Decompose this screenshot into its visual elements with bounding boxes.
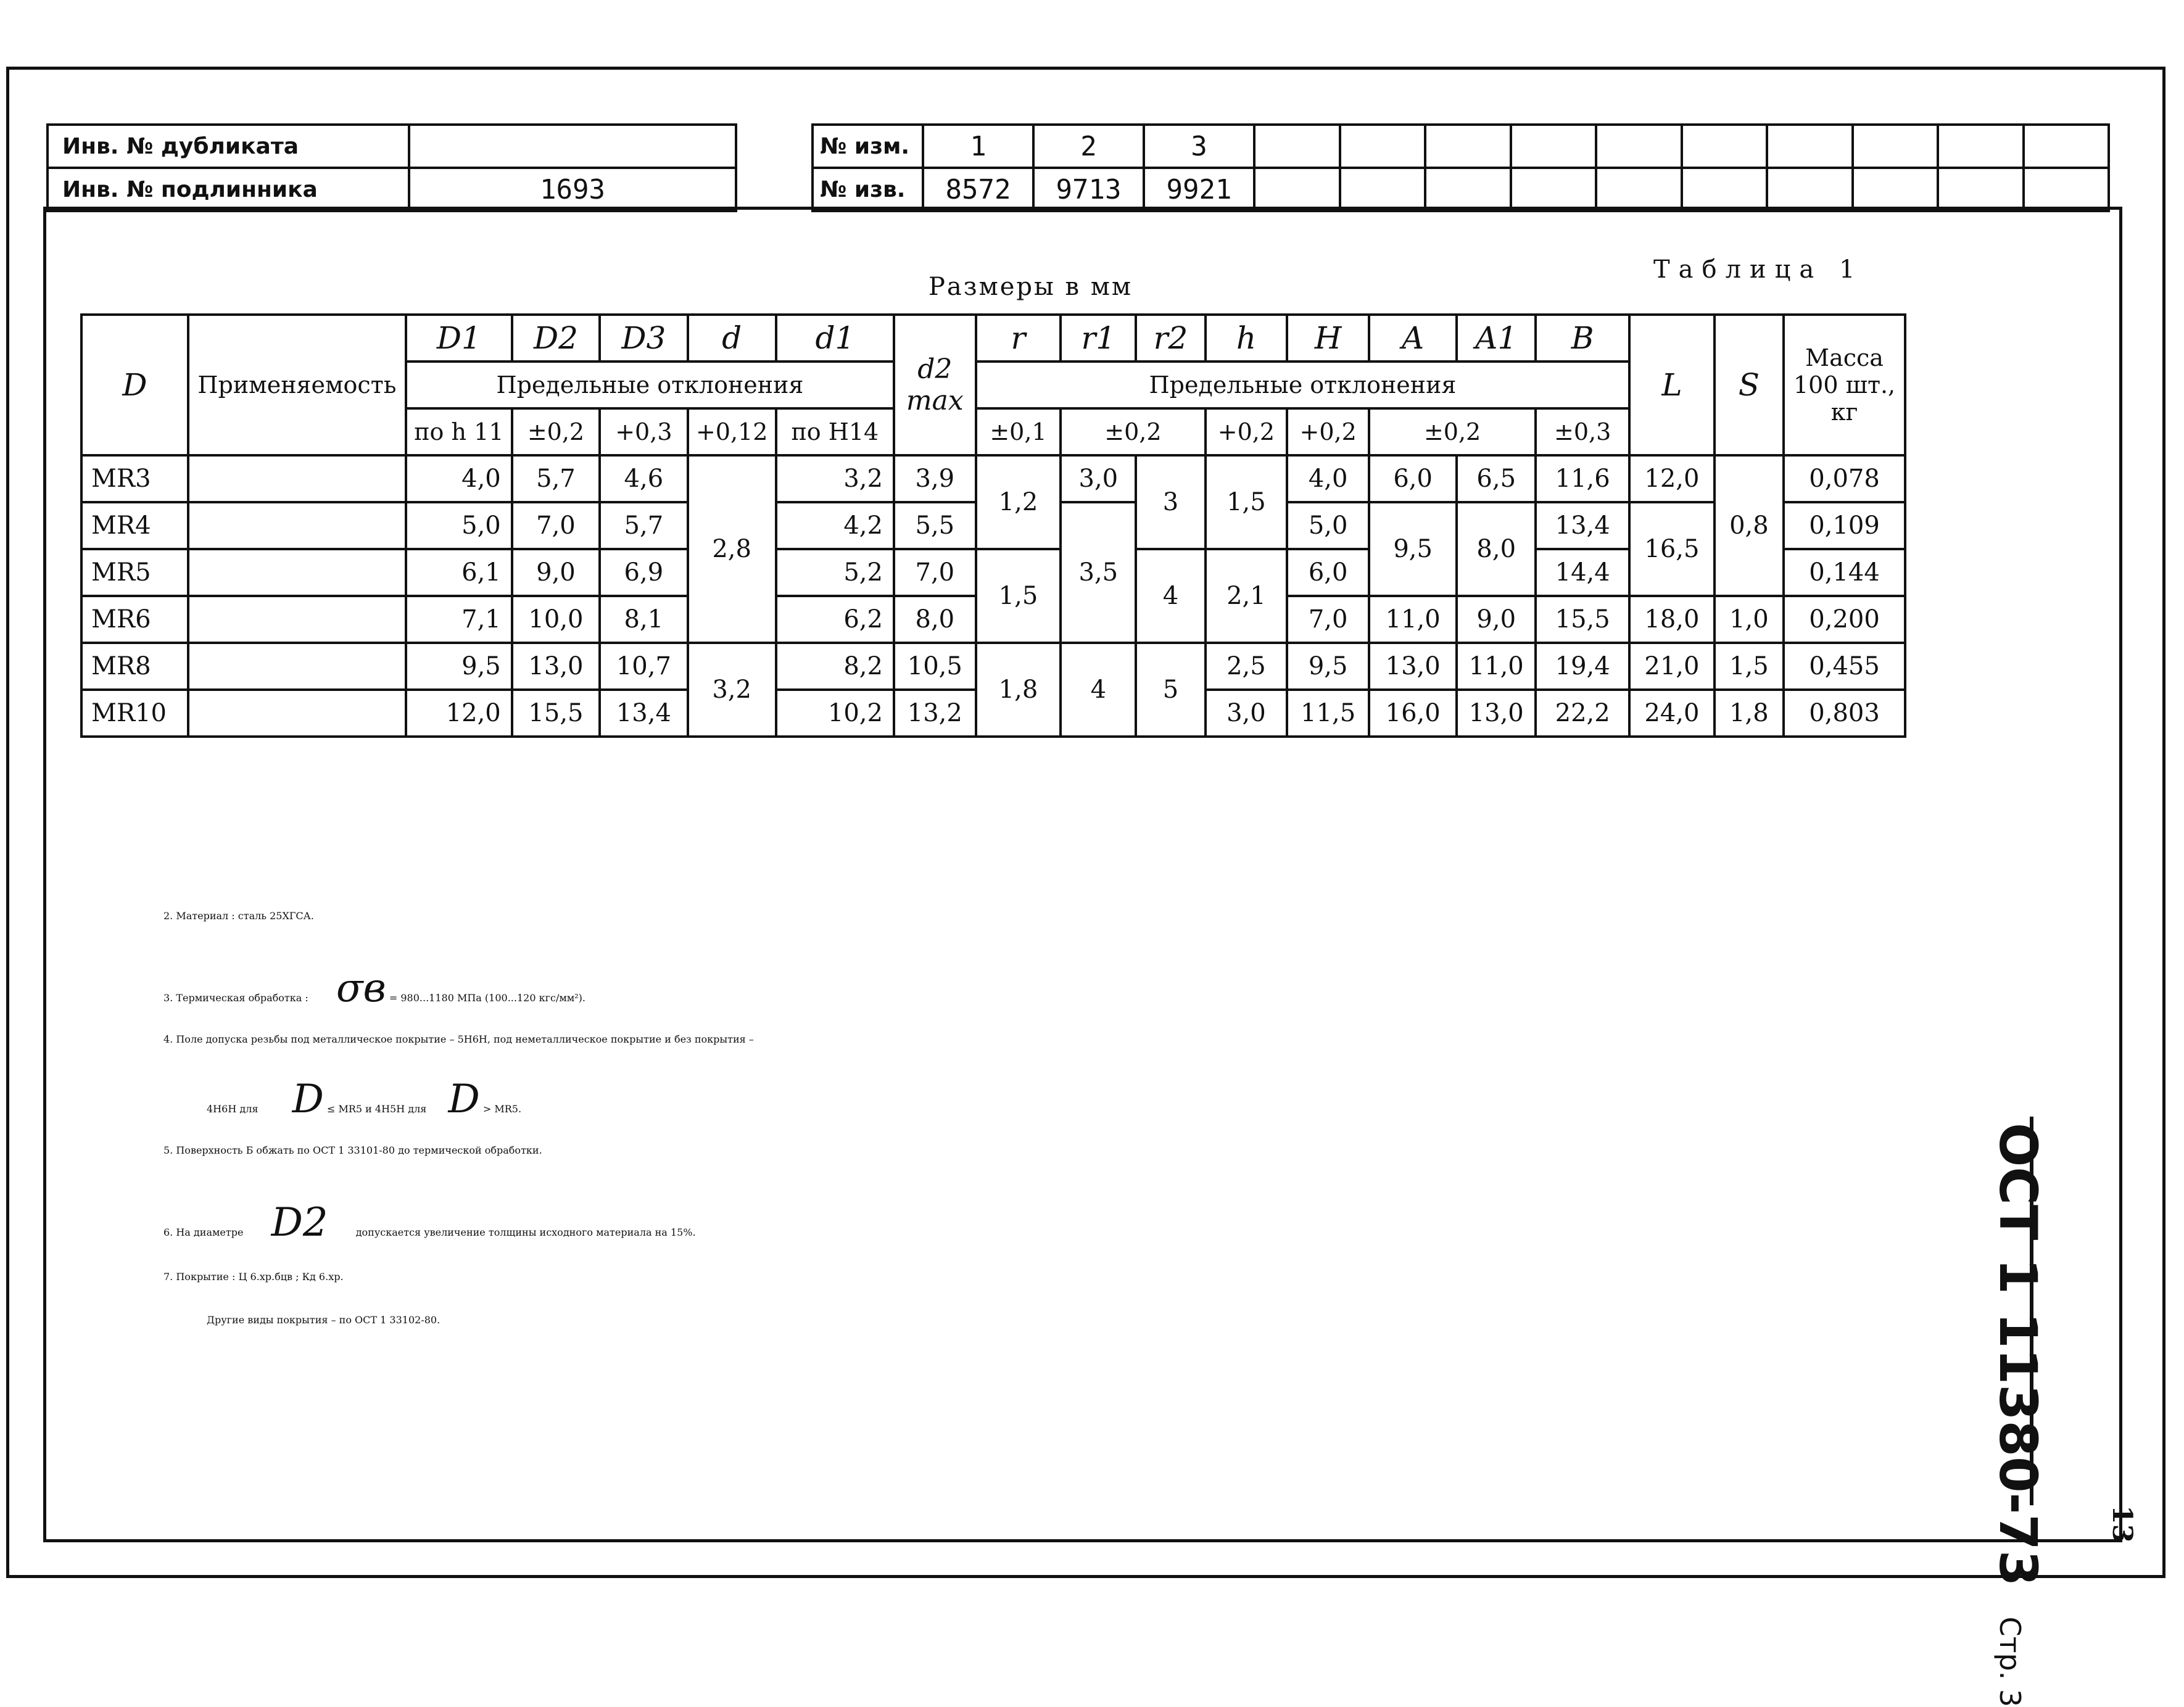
note-2: 2. Материал : сталь 25ХГСА. [163, 910, 314, 922]
change-no-label: № изм. [813, 125, 923, 168]
cell-H: 4,0 [1287, 455, 1369, 502]
cell-mass: 0,109 [1784, 502, 1905, 549]
cell-D3: 5,7 [600, 502, 687, 549]
empty-cell [2024, 125, 2109, 168]
cell-A1: 6,5 [1457, 455, 1536, 502]
cell-B: 13,4 [1536, 502, 1629, 549]
cell-A: 9,5 [1369, 502, 1457, 596]
cell-usage [188, 455, 406, 502]
cell-d1: 3,2 [776, 455, 894, 502]
cell-d: 3,2 [688, 643, 776, 737]
tol-A-A1: ±0,2 [1369, 408, 1536, 455]
cell-d2: 13,2 [894, 690, 976, 737]
note-7: 7. Покрытие : Ц 6.хр.бцв ; Кд 6.хр. [163, 1271, 344, 1283]
empty-cell [1682, 125, 1768, 168]
cell-L: 16,5 [1629, 502, 1714, 596]
cell-r: 1,5 [976, 549, 1061, 643]
empty-cell [1853, 125, 1938, 168]
cell-usage [188, 690, 406, 737]
empty-cell [1511, 168, 1597, 211]
tol-D3: +0,3 [600, 408, 687, 455]
cell-usage [188, 549, 406, 596]
cell-d2: 10,5 [894, 643, 976, 690]
cell-d2: 3,9 [894, 455, 976, 502]
header-H: H [1287, 315, 1369, 362]
header-r1: r1 [1061, 315, 1136, 362]
empty-cell [1938, 125, 2024, 168]
D-symbol: D [448, 1077, 480, 1122]
cell-d2: 7,0 [894, 549, 976, 596]
cell-B: 22,2 [1536, 690, 1629, 737]
empty-cell [1340, 125, 1426, 168]
cell-d1: 10,2 [776, 690, 894, 737]
notice-2: 9713 [1033, 168, 1144, 211]
tol-r1-r2: ±0,2 [1061, 408, 1205, 455]
stamp-left [46, 123, 737, 212]
cell-D: MR4 [81, 502, 188, 549]
cell-D1: 6,1 [406, 549, 512, 596]
dimensions-table [80, 313, 1906, 738]
cell-B: 15,5 [1536, 596, 1629, 643]
tol-h: +0,2 [1206, 408, 1288, 455]
cell-D2: 9,0 [512, 549, 600, 596]
cell-D1: 5,0 [406, 502, 512, 549]
note-3 [163, 965, 585, 1011]
cell-D2: 5,7 [512, 455, 600, 502]
page-label: Стр. 3 [1993, 1616, 2027, 1707]
cell-d1: 6,2 [776, 596, 894, 643]
empty-cell [1938, 168, 2024, 211]
change-3: 3 [1144, 125, 1254, 168]
cell-usage [188, 502, 406, 549]
cell-L: 18,0 [1629, 596, 1714, 643]
cell-mass: 0,200 [1784, 596, 1905, 643]
empty-cell [1254, 168, 1340, 211]
note-6 [163, 1200, 696, 1246]
cell-S: 1,5 [1715, 643, 1784, 690]
empty-cell [2024, 168, 2109, 211]
empty-cell [1340, 168, 1426, 211]
cell-h: 2,5 [1206, 643, 1288, 690]
document-code [1988, 1123, 2048, 1707]
change-1: 1 [923, 125, 1033, 168]
cell-A1: 13,0 [1457, 690, 1536, 737]
note-4-text-c: > MR5. [482, 1103, 522, 1115]
cell-A: 11,0 [1369, 596, 1457, 643]
cell-A: 6,0 [1369, 455, 1457, 502]
header-h: h [1206, 315, 1288, 362]
cell-D: MR3 [81, 455, 188, 502]
cell-r: 1,2 [976, 455, 1061, 549]
cell-H: 6,0 [1287, 549, 1369, 596]
cell-r: 1,8 [976, 643, 1061, 737]
cell-L: 21,0 [1629, 643, 1714, 690]
cell-B: 14,4 [1536, 549, 1629, 596]
cell-D: MR8 [81, 643, 188, 690]
note-3-value: = 980...1180 МПа (100...120 кгс/мм²). [389, 992, 585, 1004]
header-L: L [1629, 315, 1714, 455]
tol-r: ±0,1 [976, 408, 1061, 455]
table-title: Размеры в мм [929, 273, 1133, 301]
cell-A: 13,0 [1369, 643, 1457, 690]
cell-d1: 5,2 [776, 549, 894, 596]
empty-cell [1682, 168, 1768, 211]
header-D3: D3 [600, 315, 687, 362]
note-6-text-b: допускается увеличение толщины исходного материала на 15%. [355, 1226, 696, 1238]
cell-r2: 5 [1136, 643, 1205, 737]
header-d2-max: d2 max [894, 315, 976, 455]
cell-S: 1,0 [1715, 596, 1784, 643]
cell-D2: 15,5 [512, 690, 600, 737]
note-4-line2 [207, 1077, 521, 1122]
cell-D1: 4,0 [406, 455, 512, 502]
notice-3: 9921 [1144, 168, 1254, 211]
header-A1: A1 [1457, 315, 1536, 362]
cell-D: MR10 [81, 690, 188, 737]
cell-D: MR6 [81, 596, 188, 643]
cell-D2: 7,0 [512, 502, 600, 549]
cell-A: 16,0 [1369, 690, 1457, 737]
cell-D2: 10,0 [512, 596, 600, 643]
cell-D3: 10,7 [600, 643, 687, 690]
duplicate-inv-value [409, 125, 736, 168]
cell-L: 24,0 [1629, 690, 1714, 737]
cell-D3: 4,6 [600, 455, 687, 502]
cell-d1: 4,2 [776, 502, 894, 549]
document-code-text: ОСТ 1 11380-73 [1988, 1123, 2048, 1587]
cell-S: 1,8 [1715, 690, 1784, 737]
cell-mass: 0,803 [1784, 690, 1905, 737]
cell-d1: 8,2 [776, 643, 894, 690]
empty-cell [1425, 168, 1511, 211]
cell-d: 2,8 [688, 455, 776, 643]
empty-cell [1853, 168, 1938, 211]
cell-D3: 6,9 [600, 549, 687, 596]
header-d: d [688, 315, 776, 362]
cell-d2: 8,0 [894, 596, 976, 643]
tol-d1: по Н14 [776, 408, 894, 455]
empty-cell [1767, 168, 1853, 211]
note-4-text-a: 4Н6Н для [207, 1103, 259, 1115]
cell-h: 3,0 [1206, 690, 1288, 737]
header-D1: D1 [406, 315, 512, 362]
note-4-text-b: ≤ MR5 и 4Н5Н для [326, 1103, 427, 1115]
stamp-right [811, 123, 2110, 212]
table-row [81, 643, 1905, 690]
header-mass: Масса 100 шт., кг [1784, 315, 1905, 455]
cell-A1: 11,0 [1457, 643, 1536, 690]
note-4-line1: 4. Поле допуска резьбы под металлическое покрытие – 5Н6Н, под неметаллическое покрытие и без покрытия – [163, 1033, 754, 1045]
header-B: B [1536, 315, 1629, 362]
header-d1: d1 [776, 315, 894, 362]
table-row [81, 455, 1905, 502]
header-D2: D2 [512, 315, 600, 362]
cell-B: 11,6 [1536, 455, 1629, 502]
table-number: Таблица 1 [1653, 255, 1864, 284]
cell-r2: 4 [1136, 549, 1205, 643]
D-symbol: D [292, 1077, 324, 1122]
note-6-text-a: 6. На диаметре [163, 1226, 244, 1238]
cell-D3: 13,4 [600, 690, 687, 737]
cell-D1: 12,0 [406, 690, 512, 737]
note-5: 5. Поверхность Б обжать по ОСТ 1 33101-80 до термической обработки. [163, 1144, 542, 1156]
header-r: r [976, 315, 1061, 362]
change-2: 2 [1033, 125, 1144, 168]
cell-S: 0,8 [1715, 455, 1784, 596]
sheet-number: 13 [2106, 1505, 2138, 1544]
cell-D3: 8,1 [600, 596, 687, 643]
header-r2: r2 [1136, 315, 1205, 362]
cell-H: 7,0 [1287, 596, 1369, 643]
note-7-line2: Другие виды покрытия – по ОСТ 1 33102-80. [207, 1314, 441, 1326]
tolerance-header-right: Предельные отклонения [976, 362, 1630, 408]
notice-1: 8572 [923, 168, 1033, 211]
cell-h: 2,1 [1206, 549, 1288, 643]
cell-L: 12,0 [1629, 455, 1714, 502]
cell-h: 1,5 [1206, 455, 1288, 549]
cell-B: 19,4 [1536, 643, 1629, 690]
cell-r1: 3,5 [1061, 502, 1136, 643]
cell-r2: 3 [1136, 455, 1205, 549]
empty-cell [1596, 125, 1682, 168]
empty-cell [1511, 125, 1597, 168]
tol-D1: по h 11 [406, 408, 512, 455]
cell-r1: 3,0 [1061, 455, 1136, 502]
empty-cell [1425, 125, 1511, 168]
sigma-symbol: σв [336, 965, 386, 1011]
cell-A1: 9,0 [1457, 596, 1536, 643]
tol-H: +0,2 [1287, 408, 1369, 455]
cell-mass: 0,078 [1784, 455, 1905, 502]
cell-H: 11,5 [1287, 690, 1369, 737]
cell-D2: 13,0 [512, 643, 600, 690]
tol-D2: ±0,2 [512, 408, 600, 455]
original-inv-value: 1693 [409, 168, 736, 211]
cell-usage [188, 596, 406, 643]
empty-cell [1767, 125, 1853, 168]
D2-symbol: D2 [271, 1200, 328, 1246]
cell-A1: 8,0 [1457, 502, 1536, 596]
header-D: D [81, 315, 188, 455]
empty-cell [1254, 125, 1340, 168]
note-3-label: 3. Термическая обработка : [163, 992, 308, 1004]
cell-mass: 0,144 [1784, 549, 1905, 596]
cell-D1: 9,5 [406, 643, 512, 690]
tol-d: +0,12 [688, 408, 776, 455]
cell-D: MR5 [81, 549, 188, 596]
header-S: S [1715, 315, 1784, 455]
cell-H: 9,5 [1287, 643, 1369, 690]
tolerance-header-left: Предельные отклонения [406, 362, 894, 408]
cell-mass: 0,455 [1784, 643, 1905, 690]
duplicate-inv-label: Инв. № дубликата [48, 125, 409, 168]
cell-r1: 4 [1061, 643, 1136, 737]
header-A: A [1369, 315, 1457, 362]
notice-no-label: № изв. [813, 168, 923, 211]
header-usage: Применяемость [188, 315, 406, 455]
cell-H: 5,0 [1287, 502, 1369, 549]
tol-B: ±0,3 [1536, 408, 1629, 455]
original-inv-label: Инв. № подлинника [48, 168, 409, 211]
cell-D1: 7,1 [406, 596, 512, 643]
cell-d2: 5,5 [894, 502, 976, 549]
empty-cell [1596, 168, 1682, 211]
cell-usage [188, 643, 406, 690]
